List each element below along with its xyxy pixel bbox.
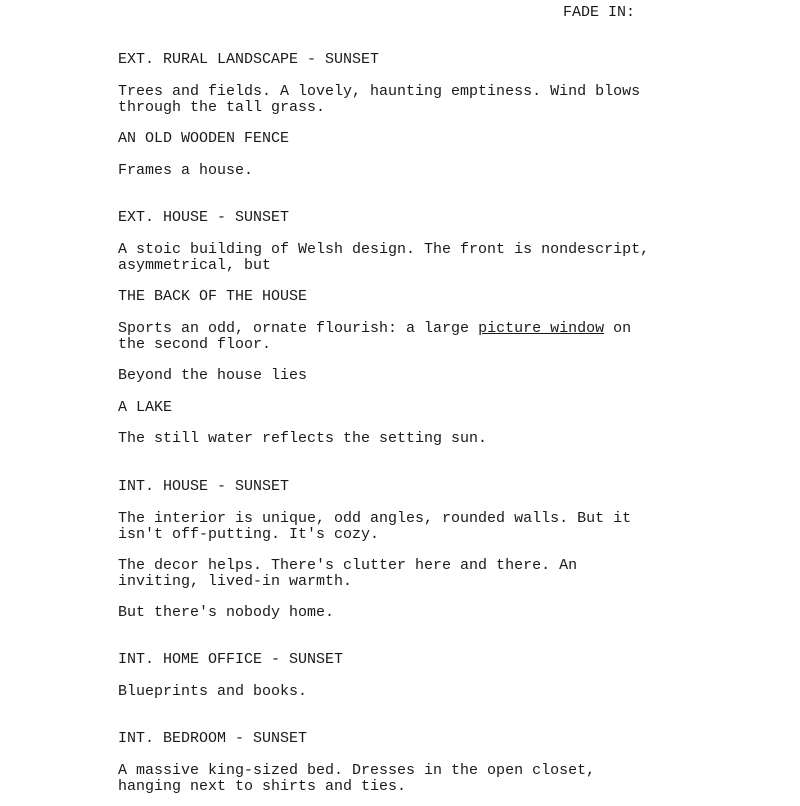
action-text: on [604, 320, 632, 337]
shot-heading-lake: A LAKE [118, 399, 173, 416]
scene-heading-home-office: INT. HOME OFFICE - SUNSET [118, 651, 344, 668]
underlined-phrase: picture window [478, 320, 605, 337]
action-line: through the tall grass. [118, 99, 326, 116]
action-line: hanging next to shirts and ties. [118, 778, 407, 795]
action-line: The still water reflects the setting sun. [118, 430, 488, 447]
action-line: asymmetrical, but [118, 257, 272, 274]
action-line: Trees and fields. A lovely, haunting emptiness. Wind blows [118, 83, 641, 100]
action-line: Frames a house. [118, 162, 254, 179]
scene-heading-bedroom: INT. BEDROOM - SUNSET [118, 730, 308, 747]
scene-heading-rural-landscape: EXT. RURAL LANDSCAPE - SUNSET [118, 51, 380, 68]
shot-heading-wooden-fence: AN OLD WOODEN FENCE [118, 130, 290, 147]
action-line: Beyond the house lies [118, 367, 308, 384]
action-line: But there's nobody home. [118, 604, 335, 621]
action-line: A stoic building of Welsh design. The front is nondescript, [118, 241, 650, 258]
action-line: Blueprints and books. [118, 683, 308, 700]
shot-heading-back-of-house: THE BACK OF THE HOUSE [118, 288, 308, 305]
action-line: The decor helps. There's clutter here and there. An [118, 557, 578, 574]
action-line: isn't off-putting. It's cozy. [118, 526, 380, 543]
action-line [118, 321, 631, 337]
action-line: The interior is unique, odd angles, rounded walls. But it [118, 510, 632, 527]
action-line: inviting, lived-in warmth. [118, 573, 353, 590]
transition-fade-in: FADE IN: [563, 4, 636, 21]
action-text: Sports an odd, ornate flourish: a large [118, 320, 479, 337]
scene-heading-house-exterior: EXT. HOUSE - SUNSET [118, 209, 290, 226]
action-line: the second floor. [118, 336, 272, 353]
scene-heading-house-interior: INT. HOUSE - SUNSET [118, 478, 290, 495]
action-line: A massive king-sized bed. Dresses in the open closet, [118, 762, 596, 779]
